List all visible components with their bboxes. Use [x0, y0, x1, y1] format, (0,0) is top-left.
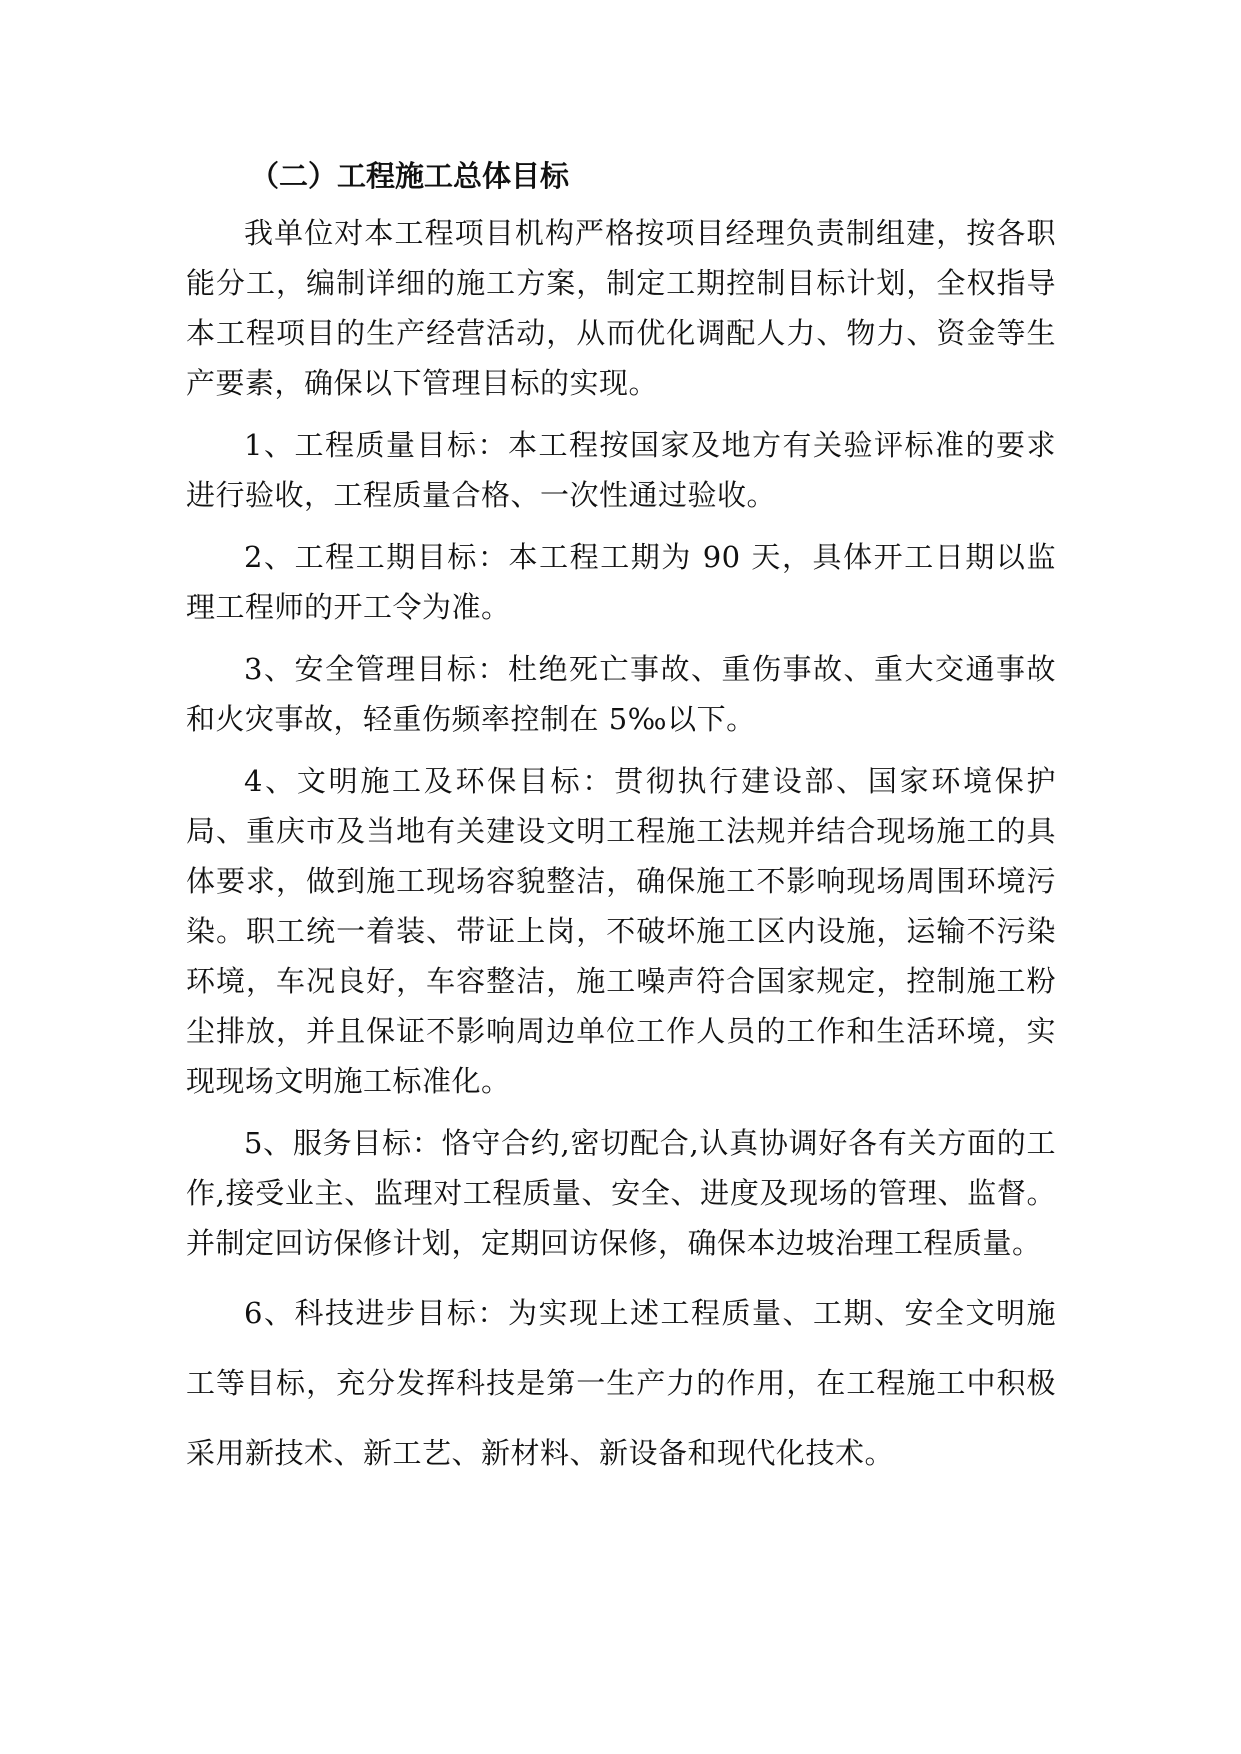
document-page	[186, 152, 1056, 1488]
safety-goal-paragraph: 3、安全管理目标：杜绝死亡事故、重伤事故、重大交通事故和火灾事故，轻重伤频率控制在 5‰以下。	[186, 652, 1056, 736]
quality-goal-paragraph: 1、工程质量目标：本工程按国家及地方有关验评标准的要求进行验收，工程质量合格、一次性通过验收。	[186, 428, 1056, 512]
civilized-construction-goal-paragraph: 4、文明施工及环保目标：贯彻执行建设部、国家环境保护局、重庆市及当地有关建设文明工程施工法规并结合现场施工的具体要求，做到施工现场容貌整洁，确保施工不影响现场周围环境污染。职工统一着装、带证上岗，不破坏施工区内设施，运输不污染环境，车况良好，车容整洁，施工噪声符合国家规定，控制施工粉尘排放，并且保证不影响周边单位工作人员的工作和生活环境，实现现场文明施工标准化。	[186, 764, 1056, 1098]
schedule-goal-paragraph: 2、工程工期目标：本工程工期为 90 天，具体开工日期以监理工程师的开工令为准。	[186, 540, 1056, 624]
technology-goal-paragraph: 6、科技进步目标：为实现上述工程质量、工期、安全文明施工等目标，充分发挥科技是第一生产力的作用，在工程施工中积极采用新技术、新工艺、新材料、新设备和现代化技术。	[186, 1296, 1056, 1470]
intro-paragraph: 我单位对本工程项目机构严格按项目经理负责制组建，按各职能分工，编制详细的施工方案，制定工期控制目标计划，全权指导本工程项目的生产经营活动，从而优化调配人力、物力、资金等生产要素，确保以下管理目标的实现。	[186, 216, 1056, 400]
service-goal-paragraph: 5、服务目标：恪守合约,密切配合,认真协调好各有关方面的工作,接受业主、监理对工程质量、安全、进度及现场的管理、监督。并制定回访保修计划，定期回访保修，确保本边坡治理工程质量。	[186, 1126, 1056, 1260]
section-heading: （二）工程施工总体目标	[250, 159, 570, 193]
